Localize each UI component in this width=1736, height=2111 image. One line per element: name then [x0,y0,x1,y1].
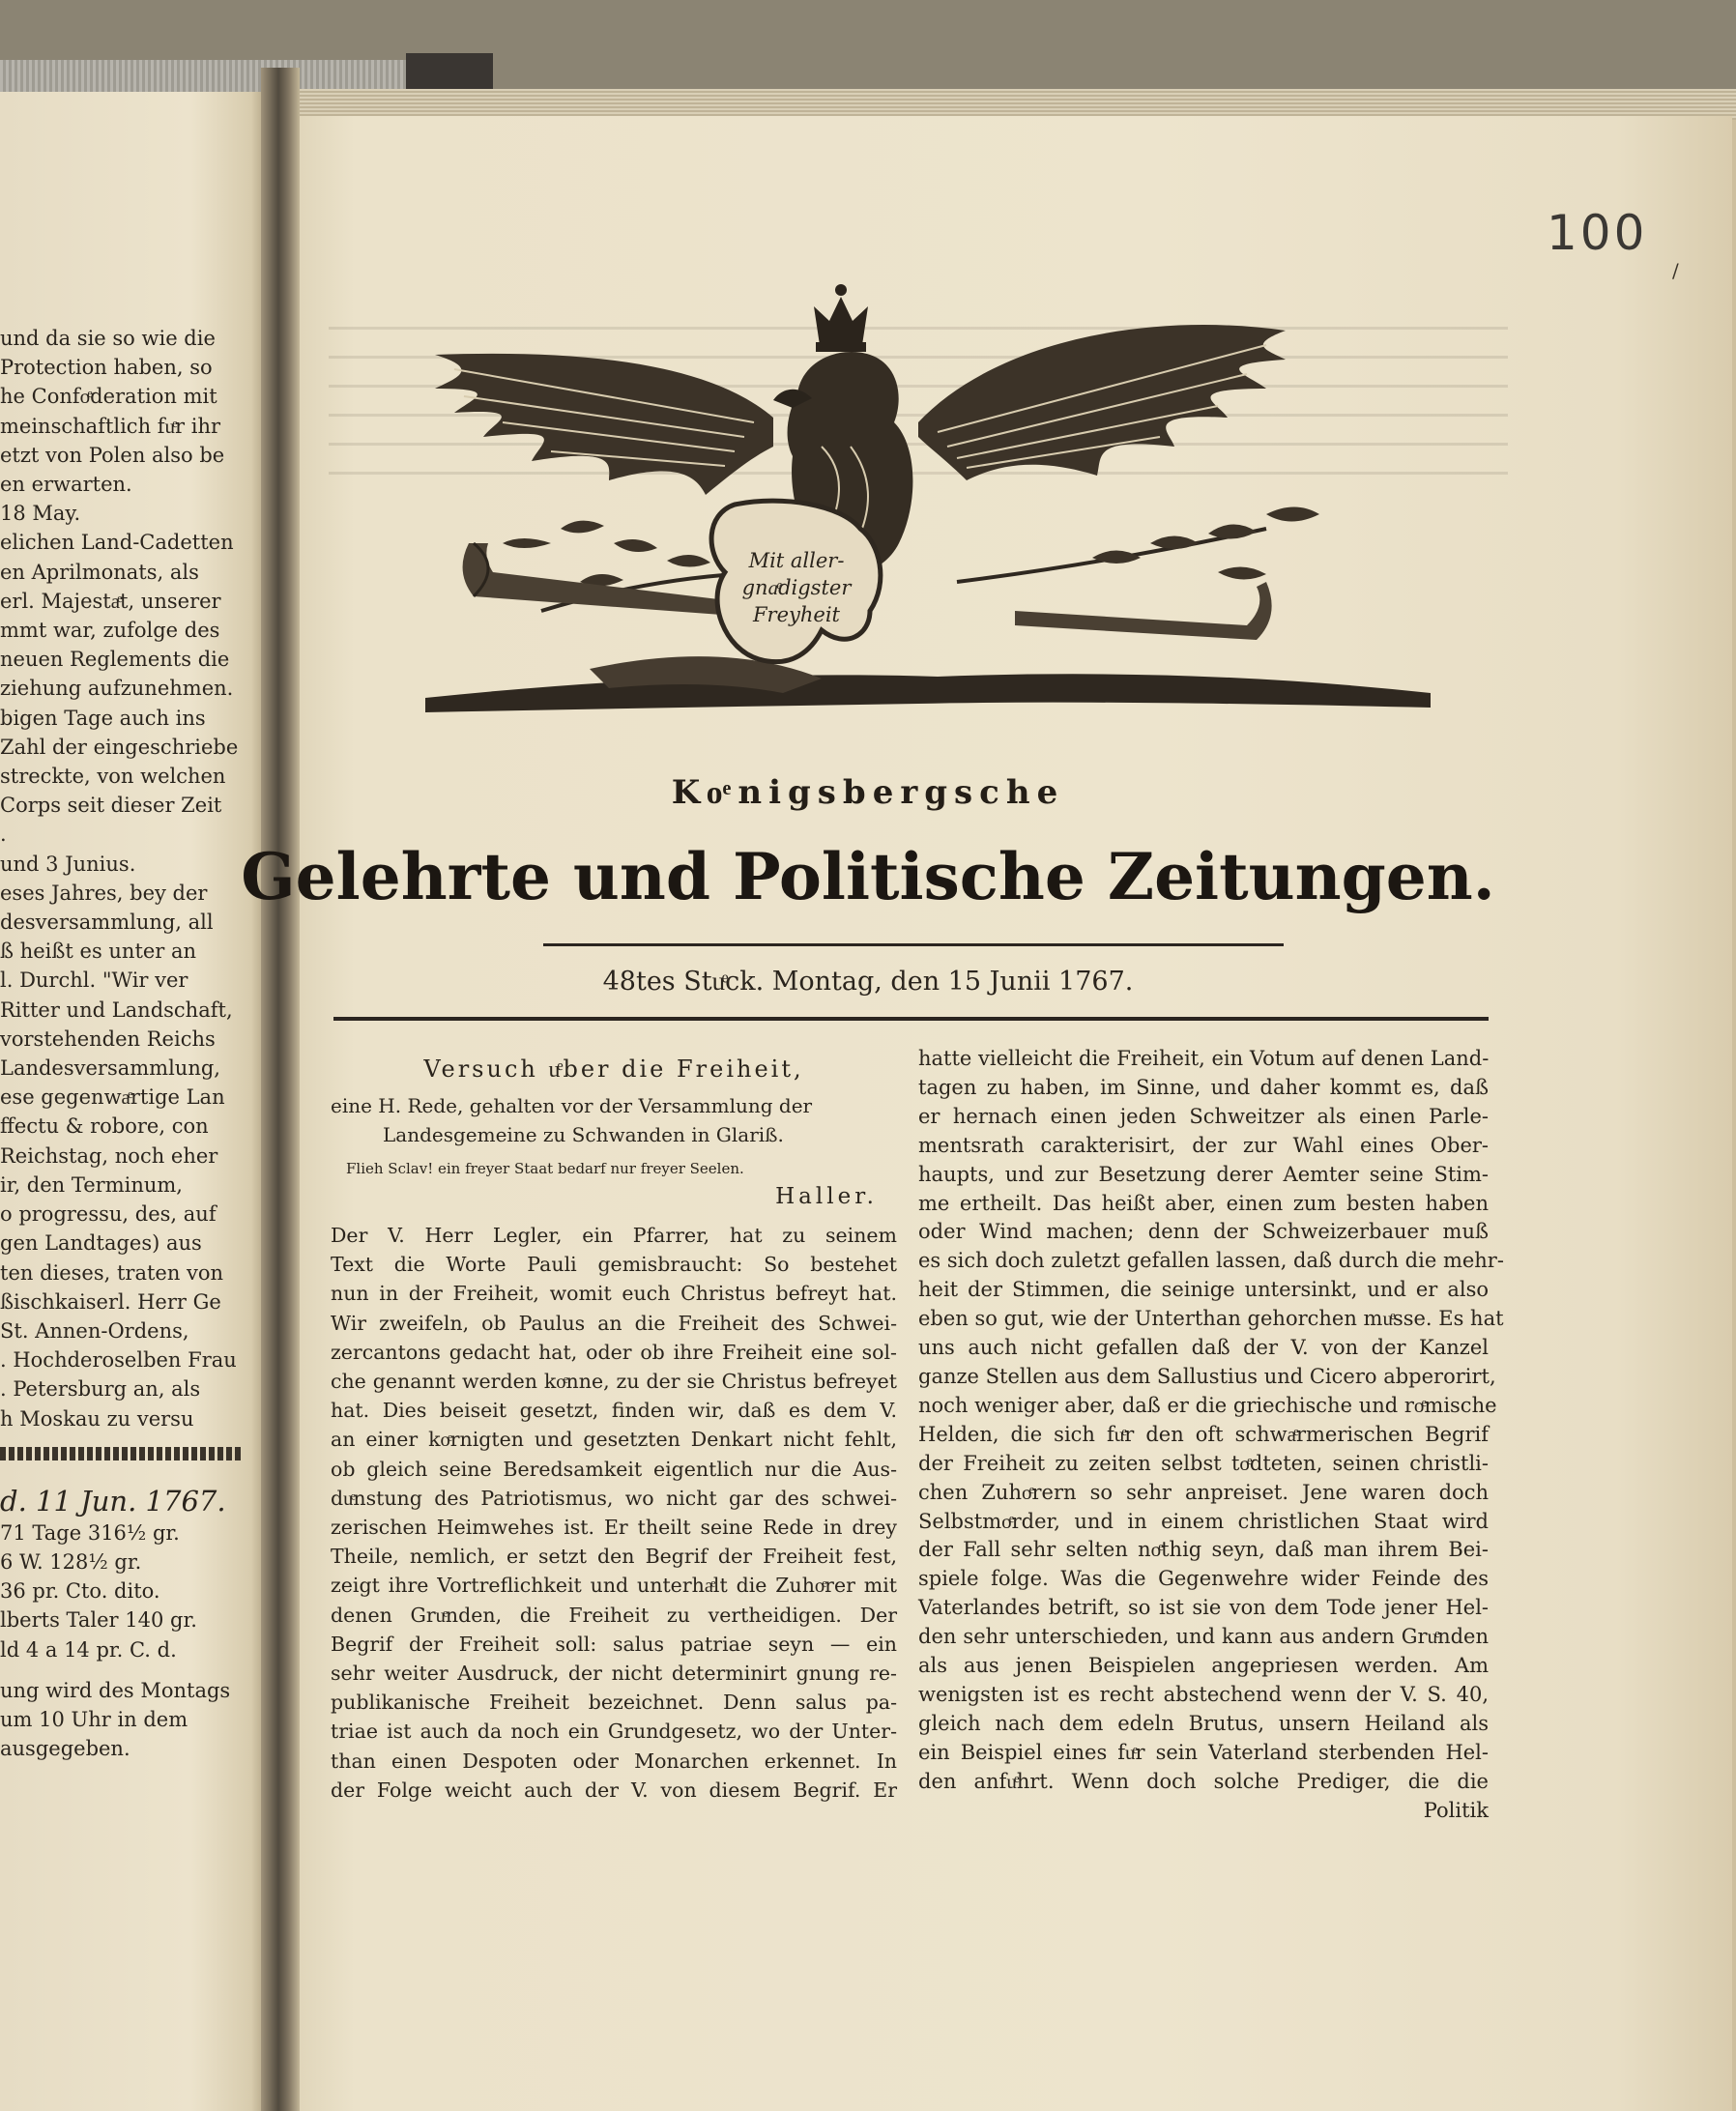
article-body-left [331,1221,897,1805]
left-page-text-line: h Moskau zu versu [0,1406,194,1431]
exchange-rate-line: ld 4 a 14 pr. C. d. [0,1637,177,1662]
left-page-text-line: Zahl der eingeschriebe [0,735,239,759]
left-page-date-heading: und 3 Junius. [0,852,136,876]
article-text-line: sehr weiter Ausdruck, der nicht determinirt gnung re- [331,1662,897,1686]
article-text-line: Helden, die sich fuͤr den oft schwaͤrmerischen Begrif [918,1422,1489,1446]
left-page-text-line: . [0,823,7,847]
left-page-text-line: ziehung aufzunehmen. [0,677,234,701]
trumpet-right [1015,582,1272,640]
article-text-line: me ertheilt. Das heißt aber, einen zum besten haben [918,1191,1489,1215]
article-text-line: duͤnstung des Patriotismus, wo nicht gar des schwei- [331,1486,897,1510]
left-page-text-line: he Confoͤderation mit [0,385,217,409]
left-page-text-line: und da sie so wie die [0,327,216,350]
catchword: Politik [1423,1798,1489,1822]
binding-spine [406,53,493,92]
article-text-line: Selbstmoͤrder, und in einem christlichen Staat wird [918,1509,1489,1533]
article-text-line: an einer koͤrnigten und gesetzten Denkart nicht fehlt, [331,1428,897,1452]
left-page-text-line: o progressu, des, auf [0,1202,217,1227]
masthead-title: Gelehrte und Politische Zeitungen. [241,839,1495,914]
article-text-line: triae ist auch da noch ein Grundgesetz, wo der Unter- [331,1720,897,1744]
column-rule [333,1017,1489,1021]
banner-text-line-2: gnaͤdigster [741,576,852,599]
article-text-line: Der V. Herr Legler, ein Pfarrer, hat zu seinem [331,1224,897,1247]
publication-notice-line: ung wird des Montags [0,1678,231,1702]
article-text-line: zercantons gedacht hat, oder ob ihre Freiheit eine sol- [331,1340,897,1364]
article-subheading-line: Landesgemeine zu Schwanden in Glariß. [383,1123,784,1146]
article-text-line: den sehr unterschieden, und kann aus andern Gruͤnden [918,1625,1489,1649]
article-text-line: Begrif der Freiheit soll: salus patriae seyn — ein [331,1632,897,1656]
motto-author: Haller. [775,1184,878,1209]
article-text-line: hatte vielleicht die Freiheit, ein Votum auf denen Land- [918,1047,1490,1070]
article-text-line: haupts, und zur Besetzung derer Aemter seine Stim- [918,1162,1489,1186]
issue-line: 48tes Stuͤck. Montag, den 15 Junii 1767. [602,967,1134,997]
left-page-date-heading: 18 May. [0,502,81,526]
article-text-line: spiele folge. Was die Gegenwehre wider Feinde des [918,1567,1489,1591]
exchange-rate-line: 71 Tage 316½ gr. [0,1520,180,1545]
left-page-text-line: streckte, von welchen [0,765,226,789]
banner-text-line-3: Freyheit [752,603,841,626]
left-page-text-line: en erwarten. [0,473,132,497]
left-page-text-line: Protection haben, so [0,356,213,380]
left-page-text-line: vorstehenden Reichs [0,1027,216,1051]
left-page-text-line: ß heißt es unter an [0,940,197,964]
article-text-line: denen Gruͤnden, die Freiheit zu vertheidigen. Der [331,1603,897,1627]
left-page-text-line: neuen Reglements die [0,648,230,672]
article-text-line: er hernach einen jeden Schweitzer als einen Parle- [918,1104,1489,1128]
ground-plinth [425,656,1431,712]
masthead-subtitle: Koͤnigsbergsche [671,773,1065,812]
privilege-cartouche [711,501,881,661]
left-page-text-line: . Hochderoselben Frau [0,1348,237,1373]
article-text-line: ob gleich seine Beredsamkeit eigentlich nur die Aus- [331,1457,897,1481]
left-page-text-line: etzt von Polen also be [0,443,225,467]
corner-mark: / [1672,259,1679,282]
left-page-text-line: elichen Land-Cadetten [0,531,234,555]
masthead-eagle-vignette [416,253,1440,737]
exchange-rate-line: lberts Taler 140 gr. [0,1608,197,1633]
article-motto: Flieh Sclav! ein freyer Staat bedarf nur freyer Seelen. [346,1160,744,1177]
article-text-line: gleich nach dem edeln Brutus, unsern Heiland als [918,1711,1489,1735]
article-heading: Versuch uͤber die Freiheit, [423,1056,804,1083]
article-subheading-line: eine H. Rede, gehalten vor der Versammlung der [331,1094,813,1117]
article-text-line: ganze Stellen aus dem Sallustius und Cicero abperorirt, [918,1364,1496,1388]
left-page-text-line: Corps seit dieser Zeit [0,794,222,818]
article-text-line: oder Wind machen; denn der Schweizerbauer muß [918,1220,1489,1244]
article-text-line: ein Beispiel eines fuͤr sein Vaterland sterbenden Hel- [918,1740,1489,1764]
left-page-text-line: bigen Tage auch ins [0,706,206,730]
left-page-text-line: l. Durchl. "Wir ver [0,969,188,993]
left-page-text-line: gen Landtages) aus [0,1231,202,1256]
article-text-line: che genannt werden koͤnne, zu der sie Christus befreyet [331,1370,897,1394]
article-text-line: Text die Worte Pauli gemisbraucht: So bestehet [331,1253,897,1277]
exchange-rate-date: d. 11 Jun. 1767. [0,1484,226,1518]
left-page-text-line: eses Jahres, bey der [0,881,208,905]
decorative-border [0,1447,242,1460]
article-text-line: noch weniger aber, daß er die griechische und roͤmische [918,1393,1497,1417]
left-page-text-line: ese gegenwaͤrtige Lan [0,1085,225,1110]
left-page-text-line: ten dieses, traten von [0,1260,224,1285]
article-column-left [331,1056,897,1805]
spacer [0,1664,242,1676]
article-text-line: der Freiheit zu zeiten selbst toͤdteten, seinen christli- [918,1451,1489,1475]
left-page-text-line: Reichstag, noch eher [0,1143,218,1168]
article-text-line: Wir zweifeln, ob Paulus an die Freiheit des Schwei- [331,1311,897,1335]
left-page-text-line: mmt war, zufolge des [0,619,220,643]
article-text-line: wenigsten ist es recht abstechend wenn der V. S. 40, [918,1682,1489,1706]
left-page-text-line: ir, den Terminum, [0,1172,183,1197]
article-text-line: den anfuͤhrt. Wenn doch solche Prediger, die die [918,1769,1489,1793]
publication-notice-line: ausgegeben. [0,1737,130,1761]
crown-icon [814,284,868,352]
exchange-rate-line: 36 pr. Cto. dito. [0,1579,160,1604]
left-page-column [0,324,242,1763]
article-text-line: Vaterlandes betrift, so ist sie von dem Tode jener Hel- [918,1596,1489,1620]
article-text-line: publikanische Freiheit bezeichnet. Denn salus pa- [331,1691,897,1715]
article-text-line: tagen zu haben, im Sinne, und daher kommt es, daß [918,1075,1489,1099]
olive-branch-right [957,507,1319,583]
article-text-line: nun in der Freiheit, womit euch Christus befreyt hat. [331,1282,897,1306]
title-rule [543,943,1284,946]
left-page-text-line: desversammlung, all [0,911,214,935]
article-text-line: uns auch nicht gefallen daß der V. von der Kanzel [918,1336,1489,1360]
article-text-line: Theile, nemlich, er setzt den Begrif der Freiheit fest, [331,1545,897,1569]
left-page-text-line: St. Annen-Ordens, [0,1318,189,1343]
article-text-line: eben so gut, wie der Unterthan gehorchen muͤsse. Es hat [918,1307,1504,1331]
left-page-text-line: erl. Majestaͤt, unserer [0,589,221,613]
left-page-text-line: Landesversammlung, [0,1056,220,1081]
article-column-right [918,1045,1504,1825]
article-text-line: than einen Despoten oder Monarchen erkennet. In [331,1749,897,1773]
banner-text-line-1: Mit aller- [748,549,845,572]
exchange-rate-line: 6 W. 128½ gr. [0,1549,142,1574]
article-text-line: der Folge weicht auch der V. von diesem Begrif. Er [331,1778,897,1802]
left-page-text-line: en Aprilmonats, als [0,560,199,584]
left-page-text-line: Ritter und Landschaft, [0,998,233,1022]
article-text-line: zeigt ihre Vortreflichkeit und unterhaͤlt die Zuhoͤrer mit [331,1574,897,1598]
article-text-line: zerischen Heimwehes ist. Er theilt seine Rede in drey [331,1516,897,1540]
left-page-text-line: ffectu & robore, con [0,1114,209,1139]
page-number: 100 [1547,205,1648,261]
article-text-line: mentsrath carakterisirt, der zur Wahl eines Ober- [918,1133,1489,1157]
left-page-text-line: meinschaftlich fuͤr ihr [0,414,221,438]
left-page-text-line: . Petersburg an, als [0,1377,201,1402]
article-text-line: der Fall sehr selten noͤthig seyn, daß man ihrem Bei- [918,1538,1489,1562]
article-body-right [918,1045,1504,1825]
publication-notice-line: um 10 Uhr in dem [0,1707,188,1731]
eagle-left-wing [435,354,773,495]
article-text-line: es sich doch zuletzt gefallen lassen, daß durch die mehr- [918,1249,1504,1273]
article-text-line: als aus jenen Beispielen angepriesen werden. Am [918,1654,1489,1678]
article-text-line: hat. Dies beiseit gesetzt, finden wir, daß es dem V. [331,1399,897,1423]
book-gutter [261,68,300,2111]
left-page-text-line: ßischkaiserl. Herr Ge [0,1289,221,1314]
article-text-line: heit der Stimmen, die seinige untersinkt, und er also [918,1278,1489,1302]
article-text-line: chen Zuhoͤrern so sehr anpreiset. Jene waren doch [918,1480,1489,1504]
eagle-right-wing [918,325,1286,480]
